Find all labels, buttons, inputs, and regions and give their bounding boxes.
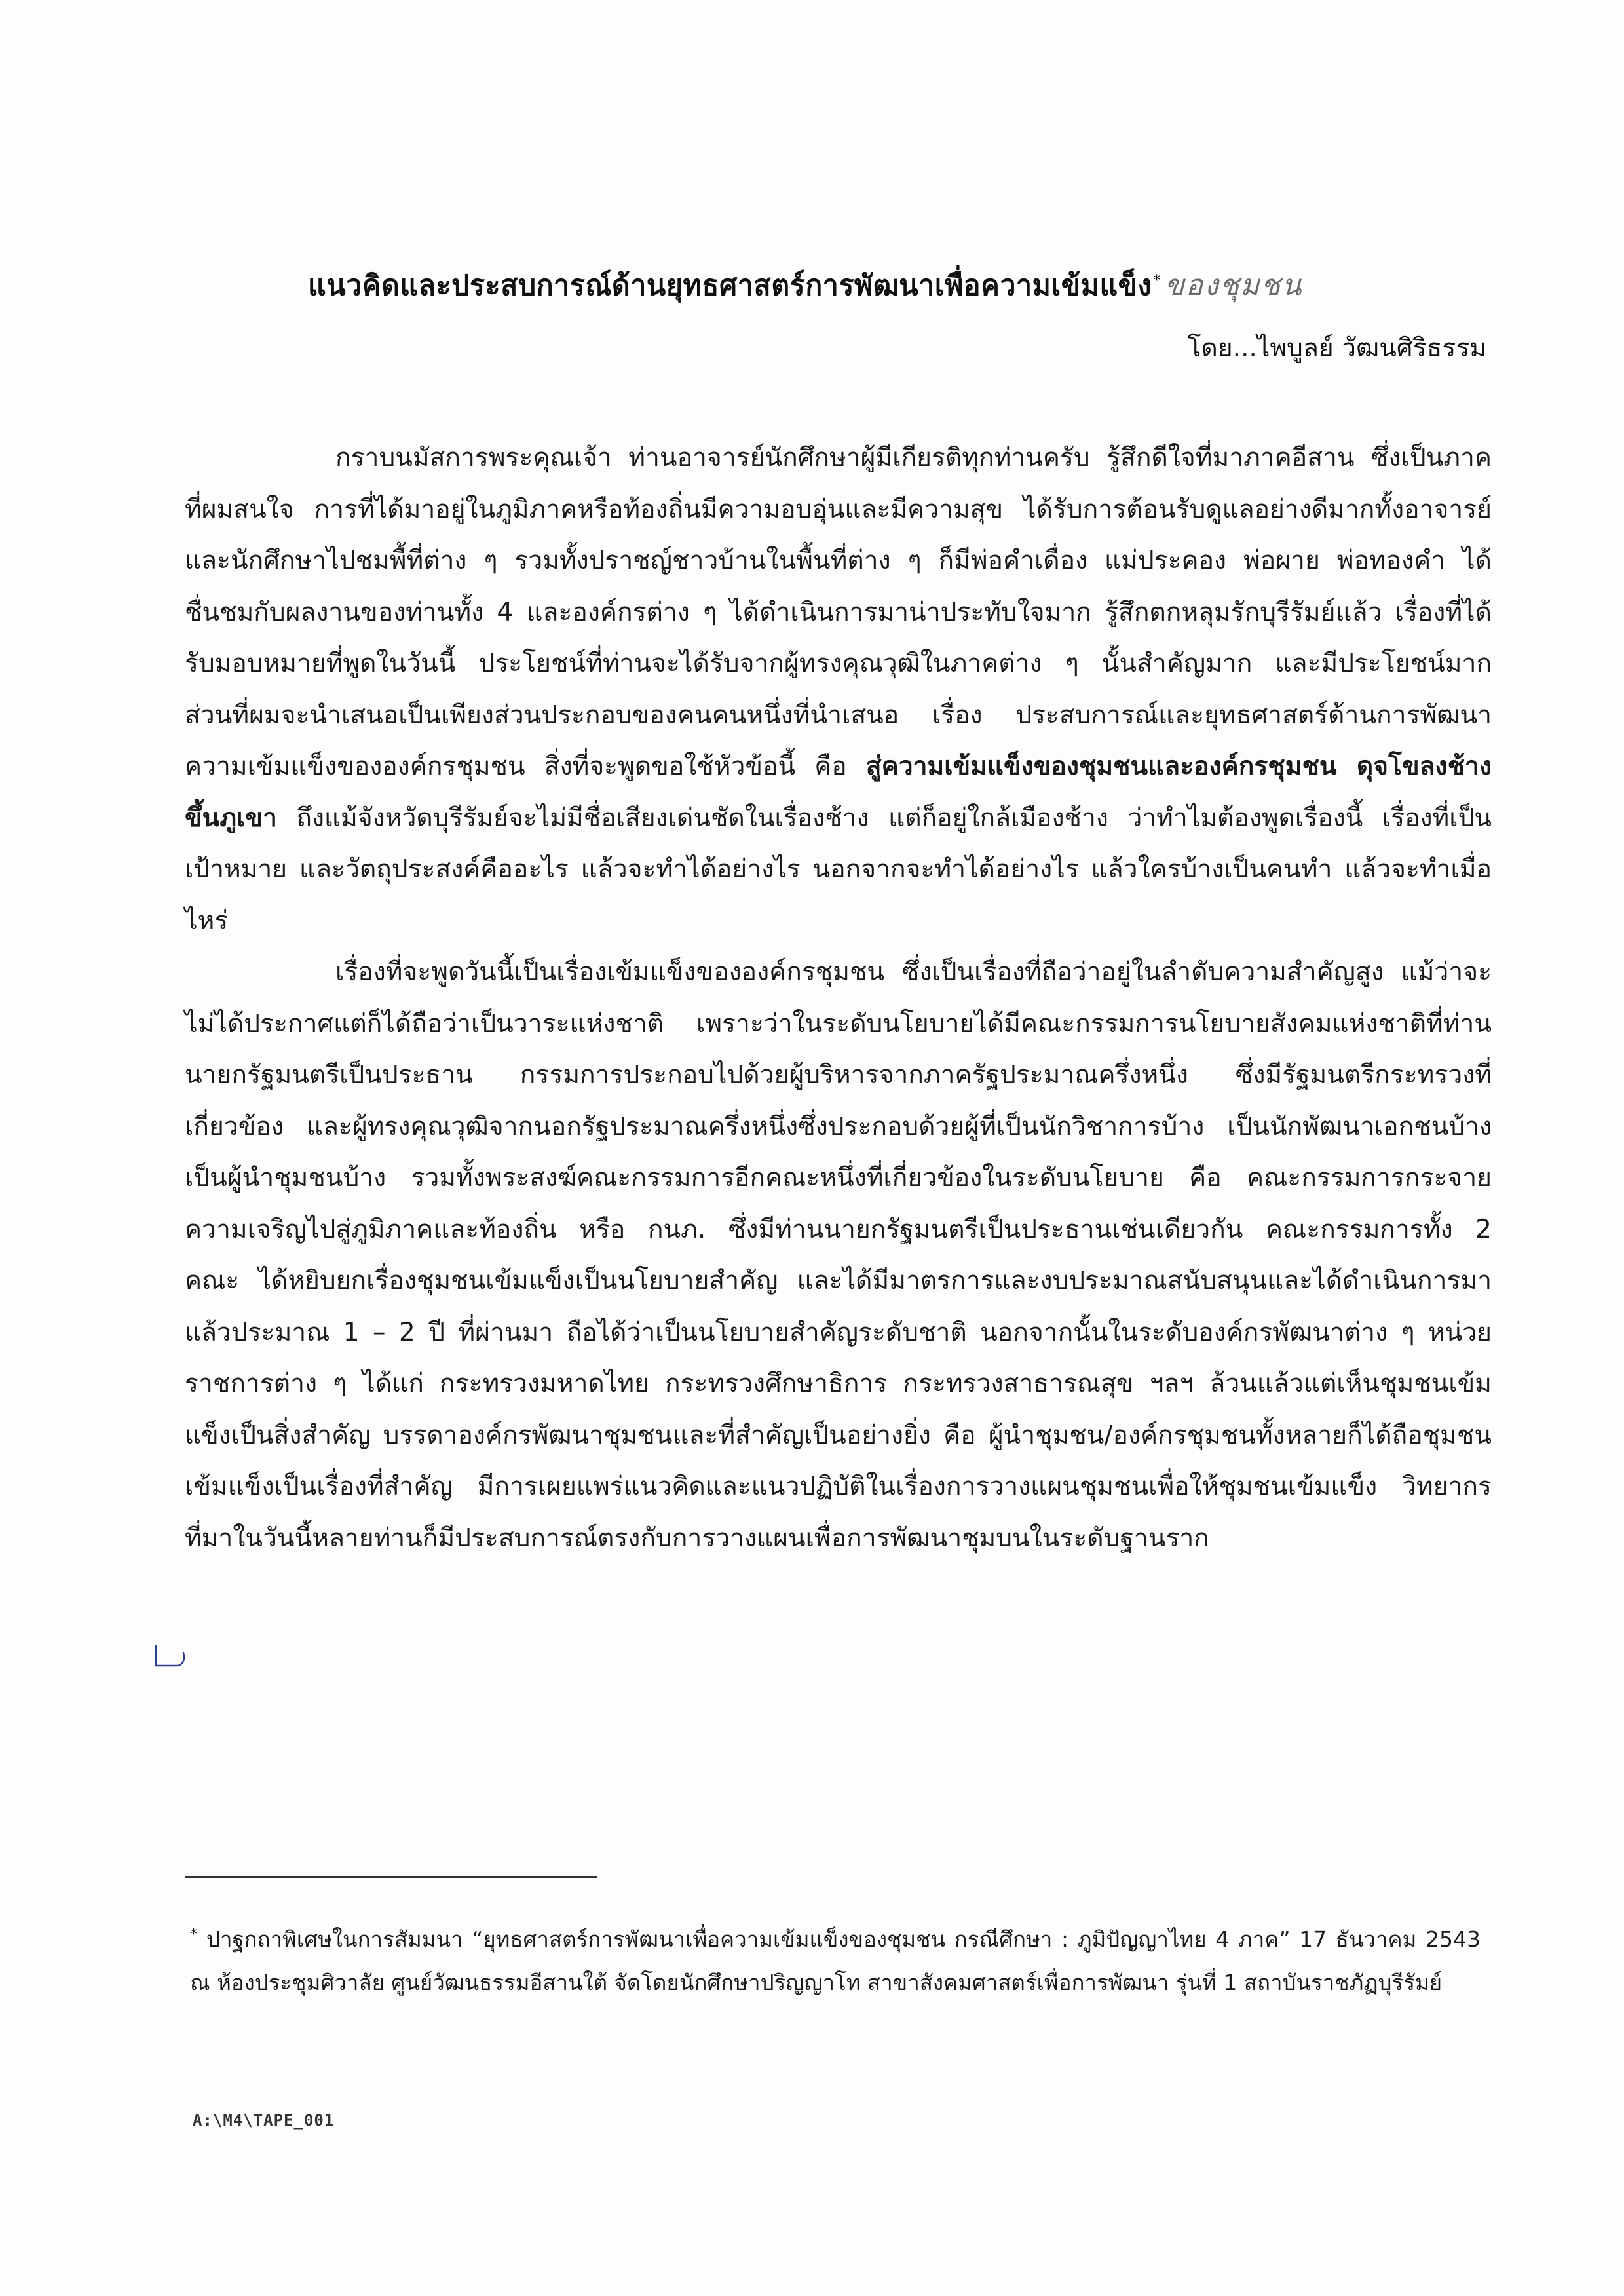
- file-reference: A:\M4\TAPE_001: [193, 2111, 335, 2130]
- footnote-marker: *: [190, 1926, 197, 1943]
- handwritten-margin-bracket-icon: [152, 1645, 191, 1671]
- handwritten-annotation: ของชุมชน: [1164, 269, 1303, 302]
- document-body: [185, 432, 1492, 1564]
- title-footnote-marker: *: [1153, 272, 1161, 289]
- paragraph-1-text-continued: ถึงแม้จังหวัดบุรีรัมย์จะไม่มีชื่อเสียงเด่นชัดในเรื่องช้าง แต่ก็อยู่ใกล้เมืองช้าง ว่าทำไมต้องพูดเรื่องนี้ เรื่องที่เป็นเป้าหมาย และวัตถุประสงค์คืออะไร แล้วจะทำได้อย่างไร นอกจากจะทำได้อย่างไร แล้วใครบ้างเป็นคนทำ แล้วจะทำเมื่อไหร่: [185, 803, 1492, 936]
- document-title: [308, 262, 1487, 308]
- footnote-separator: [185, 1876, 597, 1878]
- footnote-text: ปาฐกถาพิเศษในการสัมมนา “ยุทธศาสตร์การพัฒนาเพื่อความเข้มแข็งของชุมชน กรณีศึกษา : ภูมิปัญญาไทย 4 ภาค” 17 ธันวาคม 2543 ณ ห้องประชุมศิวาลัย ศูนย์วัฒนธรรมอีสานใต้ จัดโดยนักศึกษาปริญญาโท สาขาสังคมศาสตร์เพื่อการพัฒนา รุ่นที่ 1 สถาบันราชภัฏบุรีรัมย์: [190, 1926, 1481, 1995]
- paragraph-2: เรื่องที่จะพูดวันนี้เป็นเรื่องเข้มแข็งขององค์กรชุมชน ซึ่งเป็นเรื่องที่ถือว่าอยู่ในลำดับความสำคัญสูง แม้ว่าจะไม่ได้ประกาศแต่ก็ได้ถือว่าเป็นวาระแห่งชาติ เพราะว่าในระดับนโยบายได้มีคณะกรรมการนโยบายสังคมแห่งชาติที่ท่านนายกรัฐมนตรีเป็นประธาน กรรมการประกอบไปด้วยผู้บริหารจากภาครัฐประมาณครึ่งหนึ่ง ซึ่งมีรัฐมนตรีกระทรวงที่เกี่ยวข้อง และผู้ทรงคุณวุฒิจากนอกรัฐประมาณครึ่งหนึ่งซึ่งประกอบด้วยผู้ที่เป็นนักวิชาการบ้าง เป็นนักพัฒนาเอกชนบ้าง เป็นผู้นำชุมชนบ้าง รวมทั้งพระสงฆ์คณะกรรมการอีกคณะหนึ่งที่เกี่ยวข้องในระดับนโยบาย คือ คณะกรรมการกระจายความเจริญไปสู่ภูมิภาคและท้องถิ่น หรือ กนภ. ซึ่งมีท่านนายกรัฐมนตรีเป็นประธานเช่นเดียวกัน คณะกรรมการทั้ง 2 คณะ ได้หยิบยกเรื่องชุมชนเข้มแข็งเป็นนโยบายสำคัญ และได้มีมาตรการและงบประมาณสนับสนุนและได้ดำเนินการมาแล้วประมาณ 1 – 2 ปี ที่ผ่านมา ถือได้ว่าเป็นนโยบายสำคัญระดับชาติ นอกจากนั้นในระดับองค์กรพัฒนาต่าง ๆ หน่วยราชการต่าง ๆ ได้แก่ กระทรวงมหาดไทย กระทรวงศึกษาธิการ กระทรวงสาธารณสุข ฯลฯ ล้วนแล้วแต่เห็นชุมชนเข้มแข็งเป็นสิ่งสำคัญ บรรดาองค์กรพัฒนาชุมชนและที่สำคัญเป็นอย่างยิ่ง คือ ผู้นำชุมชน/องค์กรชุมชนทั้งหลายก็ได้ถือชุมชนเข้มแข็งเป็นเรื่องที่สำคัญ มีการเผยแพร่แนวคิดและแนวปฏิบัติในเรื่องการวางแผนชุมชนเพื่อให้ชุมชนเข้มแข็ง วิทยากรที่มาในวันนี้หลายท่านก็มีประสบการณ์ตรงกับการวางแผนเพื่อการพัฒนาชุมบนในระดับฐานราก: [185, 957, 1492, 1553]
- paragraph-1: [185, 432, 1492, 947]
- paragraph-1-bold-phrase: สู่ความเข้มแข็งของชุมชนและองค์กรชุมชน ดุจโขลงช้างขึ้นภูเขา: [185, 752, 1492, 833]
- author-line: โดย...ไพบูลย์ วัฒนศิริธรรม: [1187, 334, 1486, 363]
- paragraph-1-text: กราบนมัสการพระคุณเจ้า ท่านอาจารย์นักศึกษาผู้มีเกียรติทุกท่านครับ รู้สึกดีใจที่มาภาคอีสาน ซึ่งเป็นภาคที่ผมสนใจ การที่ได้มาอยู่ในภูมิภาคหรือท้องถิ่นมีความอบอุ่นและมีความสุข ได้รับการต้อนรับดูแลอย่างดีมากทั้งอาจารย์และนักศึกษาไปชมพื้ที่ต่าง ๆ รวมทั้งปราชญ์ชาวบ้านในพื้นที่ต่าง ๆ ก็มีพ่อคำเดื่อง แม่ประคอง พ่อผาย พ่อทองคำ ได้ชื่นชมกับผลงานของท่านทั้ง 4 และองค์กรต่าง ๆ ได้ดำเนินการมาน่าประทับใจมาก รู้สึกตกหลุมรักบุรีรัมย์แล้ว เรื่องที่ได้รับมอบหมายที่พูดในวันนี้ ประโยชน์ที่ท่านจะได้รับจากผู้ทรงคุณวุฒิในภาคต่าง ๆ นั้นสำคัญมาก และมีประโยชน์มาก ส่วนที่ผมจะนำเสนอเป็นเพียงส่วนประกอบของคนคนหนึ่งที่นำเสนอ เรื่อง ประสบการณ์และยุทธศาสตร์ด้านการพัฒนาความเข้มแข็งขององค์กรชุมชน สิ่งที่จะพูดขอใช้หัวข้อนี้ คือ: [185, 443, 1492, 781]
- title-block: [308, 262, 1487, 308]
- footnote: [190, 1913, 1481, 2004]
- title-text: แนวคิดและประสบการณ์ด้านยุทธศาสตร์การพัฒนาเพื่อความเข้มแข็ง: [308, 269, 1152, 302]
